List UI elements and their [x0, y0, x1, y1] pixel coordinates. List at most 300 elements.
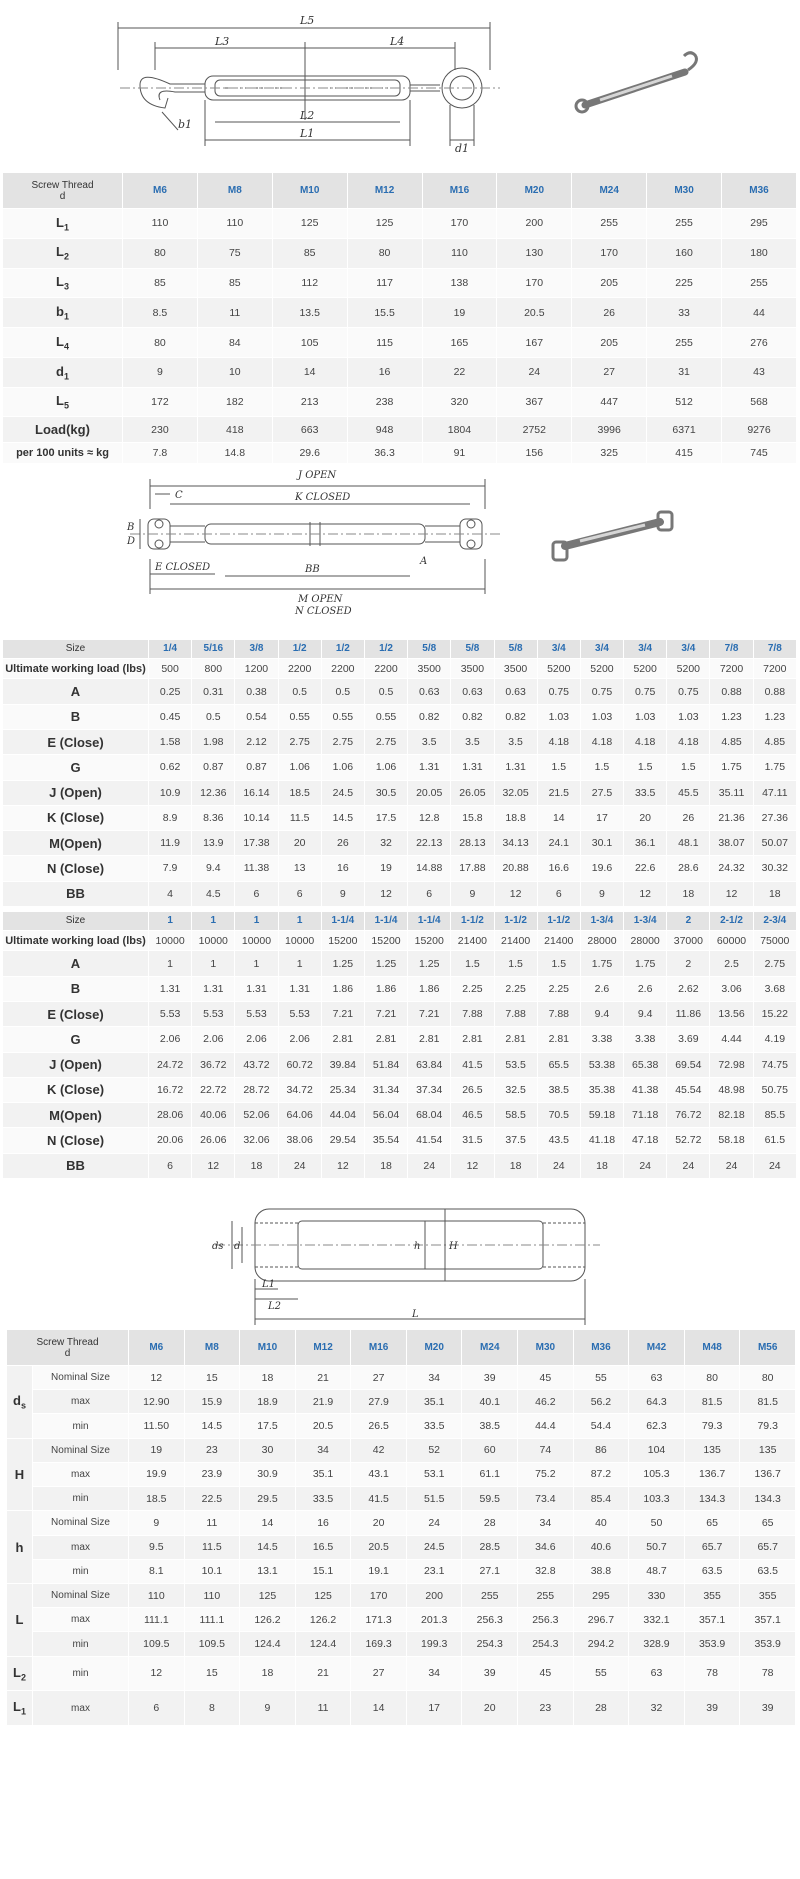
table-cell: 1.03 [667, 704, 710, 729]
table-cell: 70.5 [537, 1103, 580, 1128]
table-cell: 60000 [710, 930, 753, 951]
table-cell: 16.5 [295, 1535, 351, 1559]
table-cell: 165 [422, 328, 497, 358]
table-cell: 238 [347, 387, 422, 417]
table-cell: 24.32 [710, 856, 753, 881]
table-cell: 0.55 [321, 704, 364, 729]
row-label-cell: Ultimate working load (lbs) [3, 658, 149, 679]
table-cell: 31.34 [364, 1077, 407, 1102]
column-header: 1-1/4 [364, 912, 407, 931]
dim-label-d-inner: d [234, 1241, 241, 1252]
table-cell: 74 [518, 1438, 574, 1462]
table-cell: 1.25 [364, 951, 407, 976]
table-cell: 0.82 [494, 704, 537, 729]
table-cell: 23.9 [184, 1462, 240, 1486]
table-cell: 12 [321, 1153, 364, 1178]
table-cell: 10000 [192, 930, 235, 951]
table-cell: 21 [295, 1656, 351, 1691]
table-cell: 135 [684, 1438, 740, 1462]
table-cell: 3500 [494, 658, 537, 679]
table-row [7, 1559, 796, 1583]
table-cell: 44.04 [321, 1103, 364, 1128]
table-cell: 35.1 [295, 1462, 351, 1486]
table-cell: 3.38 [624, 1027, 667, 1052]
table-cell: 6 [537, 881, 580, 906]
dim-label-k-closed: K CLOSED [295, 492, 351, 503]
table-cell: 63.84 [408, 1052, 451, 1077]
table-cell: 18 [753, 881, 796, 906]
table-cell: 2.06 [278, 1027, 321, 1052]
table-cell: 80 [123, 328, 198, 358]
table-row [3, 881, 797, 906]
table-cell: 14.88 [408, 856, 451, 881]
column-header: M16 [422, 173, 497, 209]
table-cell: 15200 [321, 930, 364, 951]
table-cell: 117 [347, 268, 422, 298]
table-cell: 36.72 [192, 1052, 235, 1077]
dim-label-l1-body: L1 [262, 1279, 276, 1290]
table-row [3, 805, 797, 830]
table-cell: 110 [129, 1583, 185, 1607]
table-cell: 0.5 [364, 679, 407, 704]
row-label: L [56, 274, 64, 290]
table-cell: 5200 [580, 658, 623, 679]
table-cell: 34 [406, 1656, 462, 1691]
table-cell: 1.31 [278, 976, 321, 1001]
table-cell: 1 [192, 951, 235, 976]
table-cell: 125 [272, 209, 347, 239]
table-row [7, 1632, 796, 1656]
table-cell: 1 [149, 951, 192, 976]
table-cell: 1200 [235, 658, 278, 679]
group-label: L [13, 1699, 21, 1715]
table-cell: 85.4 [573, 1487, 629, 1511]
column-header: 2-3/4 [753, 912, 796, 931]
table-cell: 4.85 [710, 730, 753, 755]
table-cell: 10000 [278, 930, 321, 951]
table-cell: 50.07 [753, 831, 796, 856]
table-cell: 230 [123, 417, 198, 443]
column-header: M16 [351, 1330, 407, 1366]
table-cell: 33.5 [406, 1414, 462, 1438]
table-cell: 64.3 [629, 1390, 685, 1414]
table-cell: 24 [278, 1153, 321, 1178]
table-cell: 3.5 [451, 730, 494, 755]
table-cell: 0.55 [278, 704, 321, 729]
table-cell: 58.18 [710, 1128, 753, 1153]
table-cell: 199.3 [406, 1632, 462, 1656]
table-cell: 0.82 [451, 704, 494, 729]
table-cell: 180 [722, 238, 797, 268]
column-header: 3/4 [537, 640, 580, 659]
table-cell: 34.6 [518, 1535, 574, 1559]
table-cell: 24 [753, 1153, 796, 1178]
table-cell: 21400 [494, 930, 537, 951]
table-row [7, 1390, 796, 1414]
column-header: M42 [629, 1330, 685, 1366]
table-cell: 84 [197, 328, 272, 358]
table-row [3, 328, 797, 358]
table-cell: 80 [684, 1366, 740, 1390]
group-label-subscript: 2 [20, 1672, 26, 1683]
table-cell: 0.75 [580, 679, 623, 704]
row-label-cell [3, 238, 123, 268]
table-cell: 124.4 [240, 1632, 296, 1656]
table-cell: 4.18 [580, 730, 623, 755]
table-cell: 111.1 [184, 1608, 240, 1632]
table-cell: 1.25 [321, 951, 364, 976]
table-cell: 64.06 [278, 1103, 321, 1128]
table-cell: 3.38 [580, 1027, 623, 1052]
table-cell: 3.5 [408, 730, 451, 755]
table-cell: 16 [295, 1511, 351, 1535]
table-cell: 43.5 [537, 1128, 580, 1153]
table-cell: 2.75 [321, 730, 364, 755]
table-cell: 65.5 [537, 1052, 580, 1077]
table-cell: 663 [272, 417, 347, 443]
table-cell: 19 [364, 856, 407, 881]
row-kind-cell: max [33, 1390, 129, 1414]
table-cell: 111.1 [129, 1608, 185, 1632]
table-cell: 745 [722, 443, 797, 464]
table-cell: 10.14 [235, 805, 278, 830]
table-row [3, 704, 797, 729]
column-header: 1-1/2 [494, 912, 537, 931]
row-label-cell [3, 417, 123, 443]
table-cell: 15200 [364, 930, 407, 951]
table-cell: 32.05 [494, 780, 537, 805]
table-cell: 2.81 [451, 1027, 494, 1052]
table-cell: 3.68 [753, 976, 796, 1001]
table-cell: 53.38 [580, 1052, 623, 1077]
row-kind-cell: Nominal Size [33, 1511, 129, 1535]
table-cell: 26 [572, 298, 647, 328]
row-kind-cell: max [33, 1691, 129, 1726]
jaw-turnbuckle-drawing [0, 464, 800, 639]
row-label-cell [3, 298, 123, 328]
table-cell: 296.7 [573, 1608, 629, 1632]
table-cell: 16 [347, 357, 422, 387]
column-header: M12 [295, 1330, 351, 1366]
table-cell: 8.1 [129, 1559, 185, 1583]
table-cell: 38.5 [462, 1414, 518, 1438]
table-cell: 4.18 [624, 730, 667, 755]
table-cell: 355 [740, 1583, 796, 1607]
table-cell: 78 [684, 1656, 740, 1691]
table-cell: 51.84 [364, 1052, 407, 1077]
column-header: M8 [184, 1330, 240, 1366]
table-cell: 2200 [364, 658, 407, 679]
table-cell: 205 [572, 268, 647, 298]
table-cell: 0.75 [624, 679, 667, 704]
table-cell: 7.21 [321, 1002, 364, 1027]
table-cell: 15200 [408, 930, 451, 951]
table-cell: 9.4 [580, 1002, 623, 1027]
table-cell: 12 [494, 881, 537, 906]
table-cell: 65 [740, 1511, 796, 1535]
table-cell: 75000 [753, 930, 796, 951]
table-cell: 65 [684, 1511, 740, 1535]
table-cell: 10.9 [149, 780, 192, 805]
table-cell: 40.06 [192, 1103, 235, 1128]
table-cell: 1.5 [667, 755, 710, 780]
row-kind-cell: max [33, 1535, 129, 1559]
table-cell: 6371 [647, 417, 722, 443]
table-cell: 12 [364, 881, 407, 906]
table-cell: 52 [406, 1438, 462, 1462]
table-cell: 58.5 [494, 1103, 537, 1128]
table-header-row [3, 912, 797, 931]
table-cell: 200 [497, 209, 572, 239]
table-cell: 568 [722, 387, 797, 417]
row-label-subscript: 1 [63, 222, 69, 233]
table-cell: 56.04 [364, 1103, 407, 1128]
table-cell: 20.5 [497, 298, 572, 328]
table-cell: 15.9 [184, 1390, 240, 1414]
table-row [7, 1656, 796, 1691]
table-cell: 0.87 [235, 755, 278, 780]
row-label-cell [3, 443, 123, 464]
table-cell: 134.3 [684, 1487, 740, 1511]
table-cell: 4.5 [192, 881, 235, 906]
table-cell: 110 [184, 1583, 240, 1607]
jaw-dimension-diagram [0, 464, 800, 639]
table-cell: 51.5 [406, 1487, 462, 1511]
dim-label-j-open: J OPEN [298, 470, 337, 481]
column-header: 1/2 [364, 640, 407, 659]
table-cell: 7.88 [494, 1002, 537, 1027]
table-cell: 17.38 [235, 831, 278, 856]
table-cell: 24 [710, 1153, 753, 1178]
table-row [7, 1535, 796, 1559]
table-cell: 50.7 [629, 1535, 685, 1559]
table-cell: 1 [235, 951, 278, 976]
table-cell: 18 [494, 1153, 537, 1178]
row-label-subscript: 4 [63, 341, 69, 352]
table-cell: 357.1 [740, 1608, 796, 1632]
table-cell: 4.44 [710, 1027, 753, 1052]
table-cell: 9 [580, 881, 623, 906]
table-cell: 0.88 [753, 679, 796, 704]
column-header: M24 [462, 1330, 518, 1366]
table-cell: 59.18 [580, 1103, 623, 1128]
header-label-cell [3, 173, 123, 209]
table-cell: 13 [278, 856, 321, 881]
row-kind-cell: min [33, 1487, 129, 1511]
table-cell: 72.98 [710, 1052, 753, 1077]
table-cell: 45.54 [667, 1077, 710, 1102]
table-row [7, 1487, 796, 1511]
table-cell: 134.3 [740, 1487, 796, 1511]
table-row [7, 1691, 796, 1726]
table-cell: 4.18 [537, 730, 580, 755]
table-cell: 41.5 [451, 1052, 494, 1077]
table-cell: 1.06 [321, 755, 364, 780]
table-cell: 80 [347, 238, 422, 268]
table-cell: 46.2 [518, 1390, 574, 1414]
table-cell: 43.1 [351, 1462, 407, 1486]
table-cell: 0.5 [192, 704, 235, 729]
table-row [3, 1027, 797, 1052]
table-cell: 0.82 [408, 704, 451, 729]
table-cell: 171.3 [351, 1608, 407, 1632]
table-cell: 10.1 [184, 1559, 240, 1583]
table-cell: 201.3 [406, 1608, 462, 1632]
table-cell: 4.85 [753, 730, 796, 755]
table-cell: 41.5 [351, 1487, 407, 1511]
table-cell: 1.5 [451, 951, 494, 976]
row-label-cell: A [3, 679, 149, 704]
hook-eye-product-photo [576, 53, 696, 112]
table-cell: 43 [722, 357, 797, 387]
table-cell: 24 [667, 1153, 710, 1178]
table-cell: 9 [123, 357, 198, 387]
column-header: M10 [240, 1330, 296, 1366]
table-cell: 17 [406, 1691, 462, 1726]
table-cell: 36.3 [347, 443, 422, 464]
table-cell: 800 [192, 658, 235, 679]
table-cell: 0.88 [710, 679, 753, 704]
table-cell: 19 [422, 298, 497, 328]
table-cell: 7.8 [123, 443, 198, 464]
table-cell: 15 [184, 1656, 240, 1691]
table-cell: 16 [321, 856, 364, 881]
table-cell: 1.23 [753, 704, 796, 729]
table-cell: 0.5 [321, 679, 364, 704]
table-cell: 8.36 [192, 805, 235, 830]
row-label: L [56, 393, 64, 409]
table-cell: 20 [624, 805, 667, 830]
column-header: 1 [149, 912, 192, 931]
table-cell: 15 [184, 1366, 240, 1390]
jaw-product-photo [553, 512, 672, 560]
column-header: M6 [129, 1330, 185, 1366]
table-cell: 20.5 [351, 1535, 407, 1559]
table-cell: 15.22 [753, 1002, 796, 1027]
imperial-jaw-spec-table-small [2, 639, 797, 907]
table-cell: 14 [272, 357, 347, 387]
table-row [3, 951, 797, 976]
table-row [3, 1077, 797, 1102]
table-cell: 33.5 [624, 780, 667, 805]
table-cell: 33 [647, 298, 722, 328]
table-cell: 0.62 [149, 755, 192, 780]
table-cell: 38.8 [573, 1559, 629, 1583]
table-cell: 1.31 [408, 755, 451, 780]
table-cell: 11.86 [667, 1002, 710, 1027]
row-label-cell: BB [3, 881, 149, 906]
table-cell: 23.1 [406, 1559, 462, 1583]
table-cell: 1.86 [408, 976, 451, 1001]
table-cell: 18 [235, 1153, 278, 1178]
table-row [7, 1583, 796, 1607]
column-header: 5/16 [192, 640, 235, 659]
table-cell: 1.5 [580, 755, 623, 780]
table-cell: 14 [240, 1511, 296, 1535]
table-row [3, 268, 797, 298]
table-cell: 19.6 [580, 856, 623, 881]
table-cell: 320 [422, 387, 497, 417]
group-label-cell [7, 1366, 33, 1439]
table-cell: 18.5 [129, 1487, 185, 1511]
table-cell: 75.2 [518, 1462, 574, 1486]
table-cell: 9 [321, 881, 364, 906]
table-cell: 15.8 [451, 805, 494, 830]
table-cell: 24 [537, 1153, 580, 1178]
table-cell: 22.5 [184, 1487, 240, 1511]
table-cell: 25.34 [321, 1077, 364, 1102]
table-cell: 0.5 [278, 679, 321, 704]
dim-label-b: B [127, 522, 135, 533]
table-cell: 19.1 [351, 1559, 407, 1583]
table-cell: 48.1 [667, 831, 710, 856]
dim-label-m-open: M OPEN [298, 594, 343, 605]
imperial-jaw-spec-table-large [2, 911, 797, 1179]
table-cell: 200 [406, 1583, 462, 1607]
table-cell: 46.5 [451, 1103, 494, 1128]
row-label: Load(kg) [35, 422, 90, 438]
column-header: 5/8 [494, 640, 537, 659]
table-cell: 34 [295, 1438, 351, 1462]
table-cell: 42 [351, 1438, 407, 1462]
table-cell: 85 [123, 268, 198, 298]
row-label-cell: E (Close) [3, 1002, 149, 1027]
table-cell: 28000 [580, 930, 623, 951]
table-cell: 0.75 [667, 679, 710, 704]
table-cell: 28.06 [149, 1103, 192, 1128]
table-cell: 21.36 [710, 805, 753, 830]
table-cell: 13.1 [240, 1559, 296, 1583]
table-cell: 1.5 [624, 755, 667, 780]
table-cell: 26.5 [351, 1414, 407, 1438]
table-cell: 160 [647, 238, 722, 268]
table-cell: 1.5 [537, 755, 580, 780]
column-header: 5/8 [451, 640, 494, 659]
table-cell: 68.04 [408, 1103, 451, 1128]
table-cell: 0.75 [537, 679, 580, 704]
table-row [3, 357, 797, 387]
table-cell: 17.5 [364, 805, 407, 830]
table-row [3, 780, 797, 805]
table-cell: 2.75 [753, 951, 796, 976]
table-cell: 34 [406, 1366, 462, 1390]
table-cell: 256.3 [462, 1608, 518, 1632]
table-cell: 104 [629, 1438, 685, 1462]
table-cell: 52.06 [235, 1103, 278, 1128]
table-cell: 1.31 [235, 976, 278, 1001]
table-cell: 11.5 [184, 1535, 240, 1559]
table-cell: 47.11 [753, 780, 796, 805]
table-cell: 4.19 [753, 1027, 796, 1052]
table-cell: 1.31 [451, 755, 494, 780]
table-cell: 1.03 [537, 704, 580, 729]
table-row [3, 1128, 797, 1153]
table-cell: 50 [629, 1511, 685, 1535]
table-cell: 15.1 [295, 1559, 351, 1583]
dim-label-d: D [127, 536, 136, 547]
table-cell: 19 [129, 1438, 185, 1462]
column-header: M12 [347, 173, 422, 209]
column-header: 3/4 [624, 640, 667, 659]
row-label: L [56, 333, 64, 349]
table-cell: 29.54 [321, 1128, 364, 1153]
table-cell: 44 [722, 298, 797, 328]
table-cell: 5200 [667, 658, 710, 679]
table-cell: 10000 [149, 930, 192, 951]
table-cell: 27.5 [580, 780, 623, 805]
table-cell: 85 [272, 238, 347, 268]
table-cell: 256.3 [518, 1608, 574, 1632]
